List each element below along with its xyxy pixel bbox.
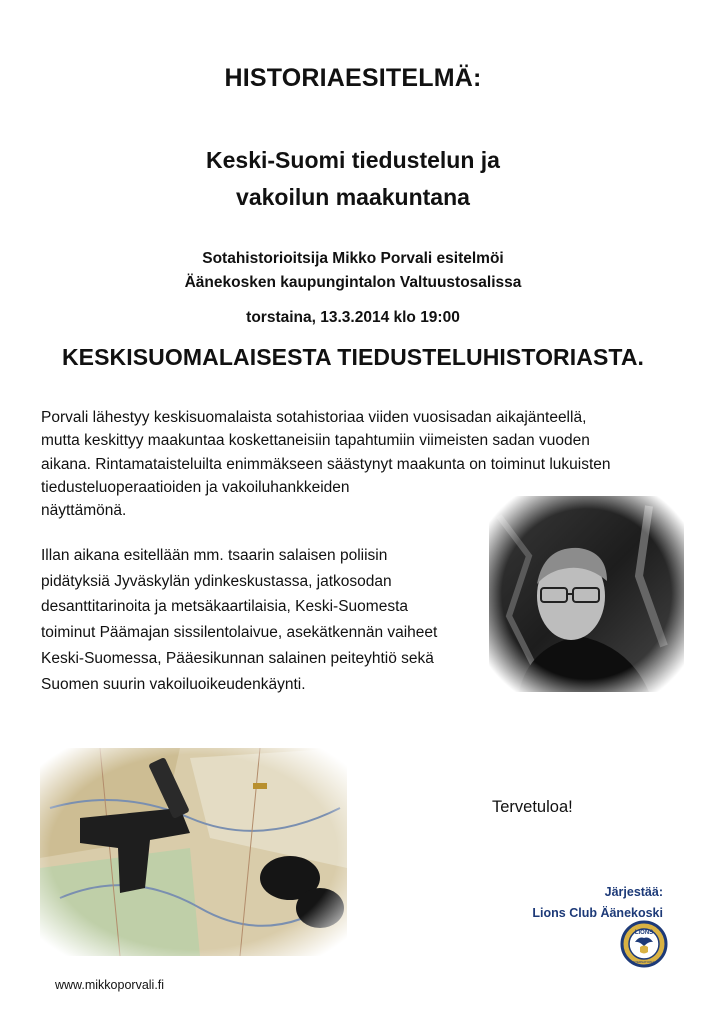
- pistol-map-image: [40, 748, 347, 956]
- paragraph-line: toiminut Päämajan sissilentolaivue, asekätkennän vaiheet: [41, 624, 438, 642]
- website-link[interactable]: www.mikkoporvali.fi: [55, 978, 165, 992]
- speaker-line-1: Sotahistorioitsija Mikko Porvali esitelmöi: [202, 250, 504, 267]
- speaker-line-2: Äänekosken kaupungintalon Valtuustosalissa: [184, 274, 522, 291]
- paragraph-line: näyttämönä.: [41, 502, 127, 520]
- paragraph-line: Porvali lähestyy keskisuomalaista sotahistoriaa viiden vuosisadan aikajänteellä,: [41, 409, 587, 426]
- paragraph-line: tiedusteluoperaatioiden ja vakoiluhankkeiden: [41, 478, 350, 496]
- event-date: torstaina, 13.3.2014 klo 19:00: [246, 309, 460, 326]
- subtitle-line-2: vakoilun maakuntana: [236, 184, 470, 210]
- organizer-label: Järjestää:: [604, 885, 663, 899]
- lions-club-logo-icon: [620, 920, 668, 968]
- organizer-block: [480, 882, 663, 924]
- headline: KESKISUOMALAISESTA TIEDUSTELUHISTORIASTA.: [61, 344, 645, 370]
- paragraph-line: pidätyksiä Jyväskylän ydinkeskustassa, jatkosodan: [41, 572, 392, 590]
- paragraph-line: Suomen suurin vakoiluoikeudenkäynti.: [41, 675, 306, 693]
- poster-subtitle: [0, 142, 706, 216]
- svg-text:INTERNATIONAL: INTERNATIONAL: [632, 960, 656, 964]
- paragraph-line: aikana. Rintamataisteluilta enimmäkseen säästynyt maakunta on toiminut lukuisten: [41, 455, 611, 473]
- subtitle-line-1: Keski-Suomi tiedustelun ja: [206, 147, 500, 173]
- welcome-text: Tervetuloa!: [492, 798, 573, 816]
- svg-text:LIONS: LIONS: [634, 930, 654, 936]
- speaker-info: [0, 247, 706, 295]
- speaker-portrait: [489, 496, 684, 692]
- paragraph-line: mutta keskittyy maakuntaa koskettaneisiin tapahtumiin viimeisten sadan vuoden: [41, 432, 590, 450]
- paragraph-line: desanttitarinoita ja metsäkaartilaisia, Keski-Suomesta: [41, 598, 409, 616]
- paragraph-topics: [41, 543, 461, 697]
- poster-title: HISTORIAESITELMÄ:: [224, 64, 482, 92]
- organizer-name: Lions Club Äänekoski: [532, 906, 663, 920]
- paragraph-line: Keski-Suomessa, Pääesikunnan salainen peiteyhtiö sekä: [41, 649, 434, 667]
- paragraph-line: Illan aikana esitellään mm. tsaarin salaisen poliisin: [41, 547, 388, 564]
